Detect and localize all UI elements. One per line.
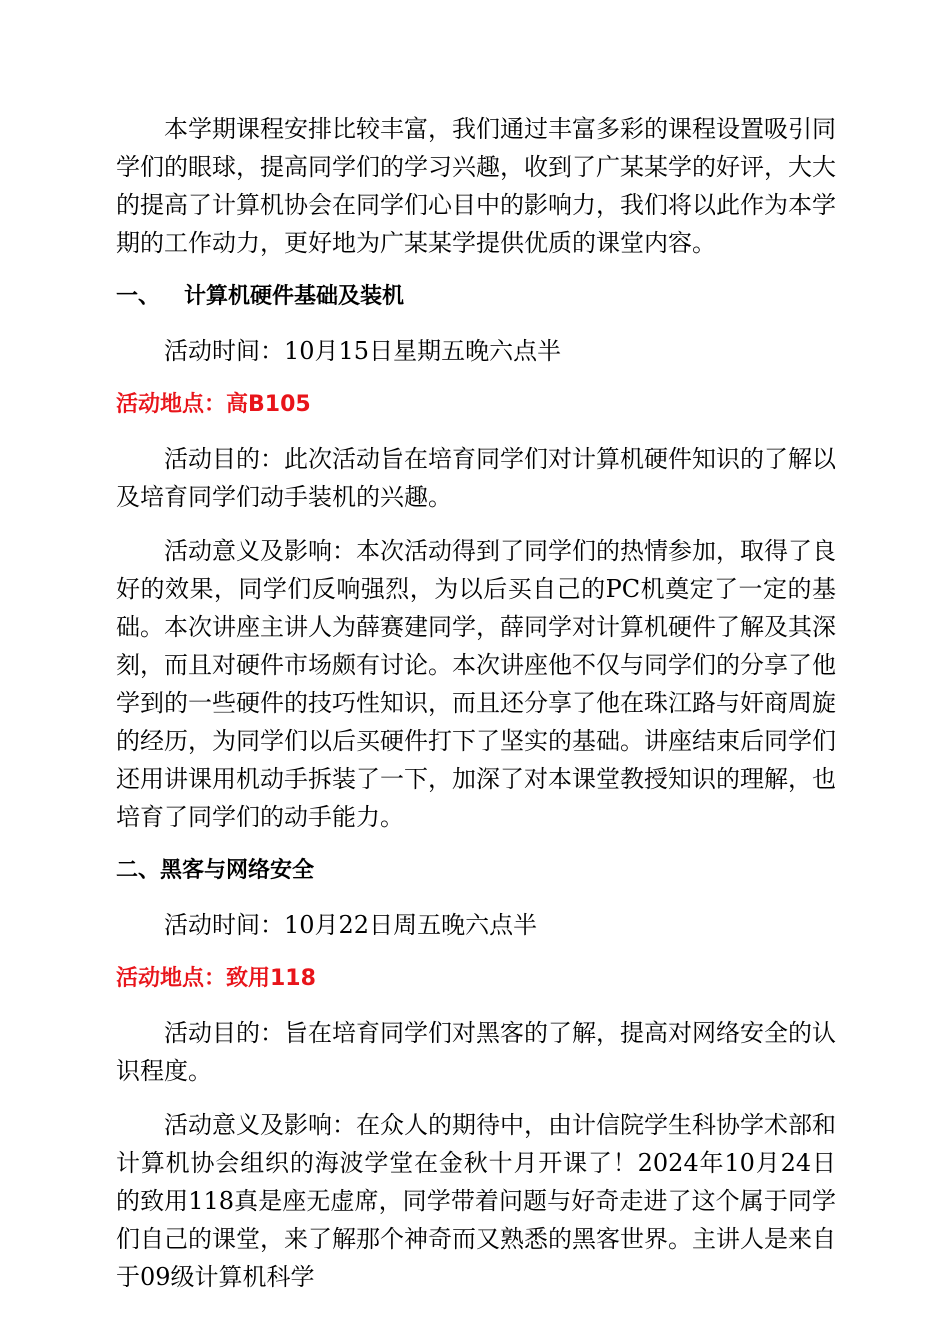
activity-purpose-1: 活动目的：此次活动旨在培育同学们对计算机硬件知识的了解以及培育同学们动手装机的兴趣。 [116, 445, 836, 511]
activity-location-2: 活动地点：致用118 [116, 966, 316, 991]
section-heading-1 [116, 278, 836, 316]
activity-time-2: 活动时间：10月22日周五晚六点半 [164, 911, 538, 939]
section-heading-2 [116, 852, 836, 890]
activity-time-1: 活动时间：10月15日星期五晚六点半 [164, 337, 562, 365]
activity-impact-1: 活动意义及影响：本次活动得到了同学们的热情参加，取得了良好的效果，同学们反响强烈，为以后买自己的PC机奠定了一定的基础。本次讲座主讲人为薛赛建同学，薛同学对计算机硬件了解及其深刻，而且对硬件市场颇有讨论。本次讲座他不仅与同学们的分享了他学到的一些硬件的技巧性知识，而且还分享了他在珠江路与奸商周旋的经历，为同学们以后买硬件打下了坚实的基础。讲座结束后同学们还用讲课用机动手拆装了一下，加深了对本课堂教授知识的理解，也培育了同学们的动手能力。 [116, 537, 836, 831]
section-number-2: 二、 [116, 858, 161, 883]
activity-impact-2: 活动意义及影响：在众人的期待中，由计信院学生科协学术部和计算机协会组织的海波学堂在金秋十月开课了！2024年10月24日的致用118真是座无虚席，同学带着问题与好奇走进了这个属于同学们自己的课堂，来了解那个神奇而又熟悉的黑客世界。主讲人是来自于09级计算机科学 [116, 1111, 836, 1291]
section-title-1: 计算机硬件基础及装机 [184, 284, 405, 309]
document-body [116, 110, 836, 1312]
activity-location-1: 活动地点：高B105 [116, 392, 311, 417]
section-number-1: 一、 [116, 284, 161, 309]
activity-purpose-2: 活动目的：旨在培育同学们对黑客的了解，提高对网络安全的认识程度。 [116, 1019, 836, 1085]
intro-paragraph: 本学期课程安排比较丰富，我们通过丰富多彩的课程设置吸引同学们的眼球，提高同学们的学习兴趣，收到了广某某学的好评，大大的提高了计算机协会在同学们心目中的影响力，我们将以此作为本学期的工作动力，更好地为广某某学提供优质的课堂内容。 [116, 115, 836, 257]
section-title-2: 黑客与网络安全 [160, 858, 315, 883]
